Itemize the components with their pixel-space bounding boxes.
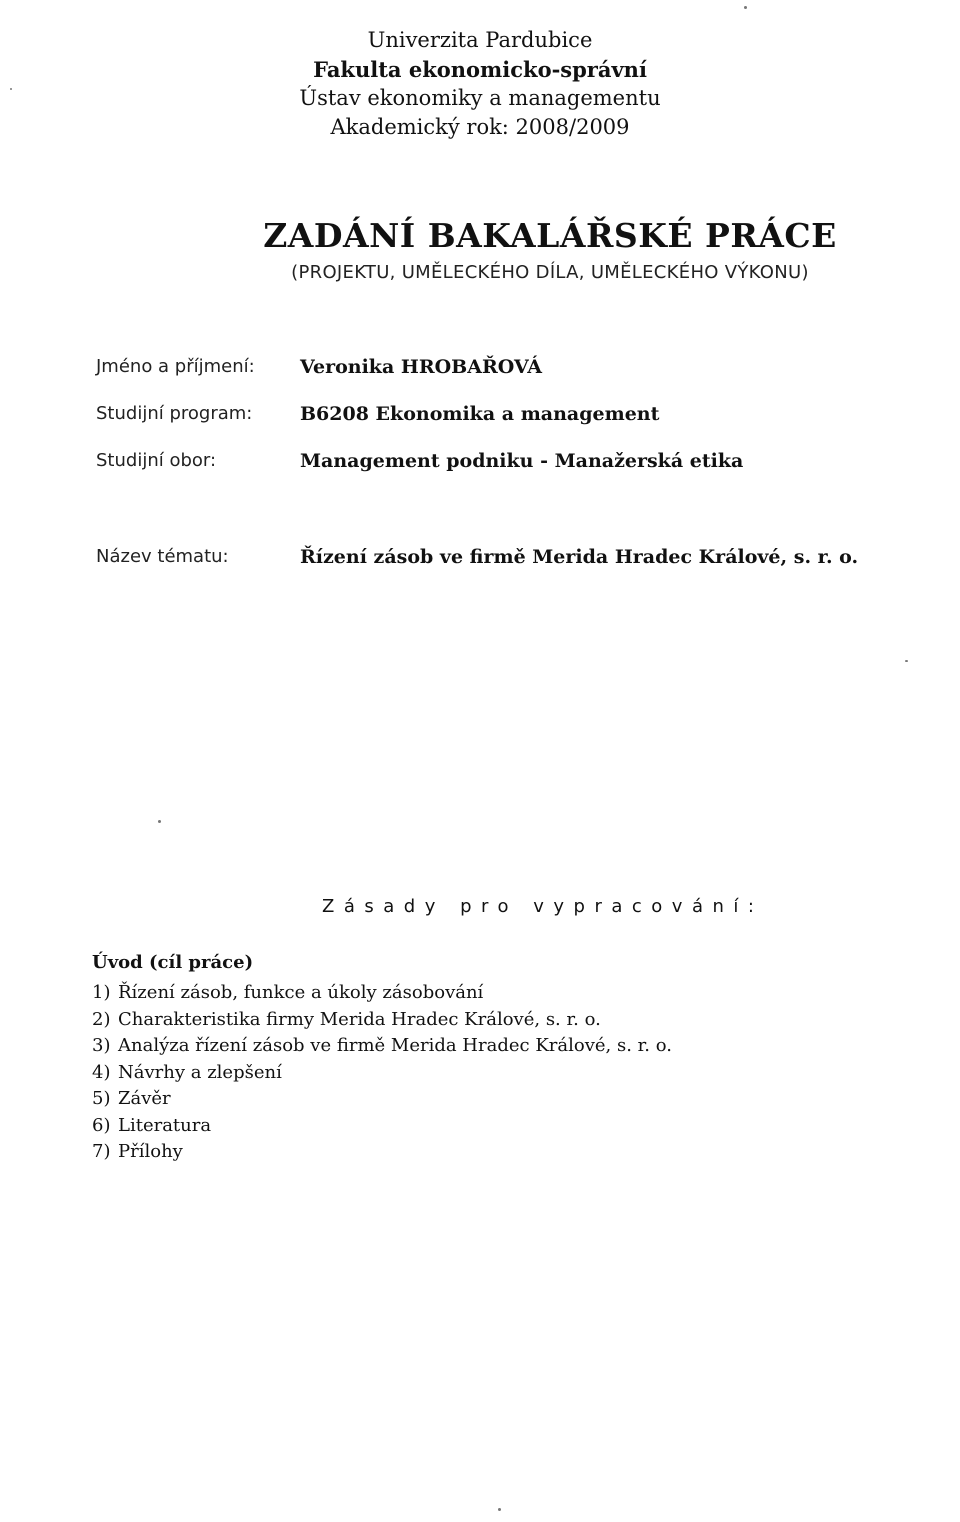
student-info — [96, 356, 916, 497]
study-field-label: Studijní obor: — [96, 450, 217, 471]
item-number: 6) — [92, 1114, 111, 1136]
topic-label: Název tématu: — [96, 546, 229, 567]
name-value: Veronika HROBAŘOVÁ — [300, 356, 542, 378]
institution-header — [0, 26, 960, 142]
scan-speck — [744, 6, 747, 9]
scan-speck — [158, 820, 161, 823]
item-text: Návrhy a zlepšení — [118, 1061, 282, 1083]
name-label: Jméno a příjmení: — [96, 356, 255, 377]
list-item — [92, 1007, 672, 1034]
document-subtitle: (PROJEKTU, UMĚLECKÉHO DÍLA, UMĚLECKÉHO VÝKONU) — [291, 262, 809, 283]
topic-row — [96, 546, 936, 593]
scan-speck — [905, 660, 908, 662]
name-row — [96, 356, 916, 403]
list-item — [92, 1113, 672, 1140]
academic-year: Akademický rok: 2008/2009 — [330, 115, 630, 139]
item-text: Řízení zásob, funkce a úkoly zásobování — [118, 982, 484, 1003]
scan-speck — [498, 1508, 501, 1511]
item-text: Literatura — [118, 1114, 212, 1136]
topic-line — [96, 546, 936, 593]
intro-item: Úvod (cíl práce) — [92, 952, 254, 973]
institute-name: Ústav ekonomiky a managementu — [299, 86, 661, 110]
list-item — [92, 1060, 672, 1087]
principles-heading: Zásady pro vypracování: — [322, 896, 764, 917]
university-name: Univerzita Pardubice — [367, 28, 593, 52]
item-text: Charakteristika firmy Merida Hradec Králové, s. r. o. — [118, 1008, 601, 1030]
item-number: 7) — [92, 1141, 111, 1162]
scan-speck — [10, 88, 12, 90]
list-item — [92, 1086, 672, 1113]
list-item — [92, 980, 672, 1007]
item-number: 3) — [92, 1035, 111, 1056]
item-text: Analýza řízení zásob ve firmě Merida Hradec Králové, s. r. o. — [118, 1035, 672, 1056]
study-field-row — [96, 450, 916, 497]
list-item — [92, 1033, 672, 1060]
document-title: ZADÁNÍ BAKALÁŘSKÉ PRÁCE — [263, 216, 837, 255]
item-number: 1) — [92, 982, 111, 1003]
study-field-value: Management podniku - Manažerská etika — [300, 450, 744, 472]
item-number: 2) — [92, 1008, 111, 1030]
faculty-name: Fakulta ekonomicko-správní — [313, 57, 647, 82]
item-text: Závěr — [118, 1088, 171, 1109]
topic-value: Řízení zásob ve firmě Merida Hradec Králové, s. r. o. — [300, 546, 859, 568]
item-number: 5) — [92, 1088, 111, 1109]
list-item — [92, 1139, 672, 1166]
outline-list — [92, 980, 672, 1166]
program-value: B6208 Ekonomika a management — [300, 403, 660, 425]
item-text: Přílohy — [118, 1141, 183, 1162]
program-row — [96, 403, 916, 450]
program-label: Studijní program: — [96, 403, 253, 424]
item-number: 4) — [92, 1061, 111, 1083]
